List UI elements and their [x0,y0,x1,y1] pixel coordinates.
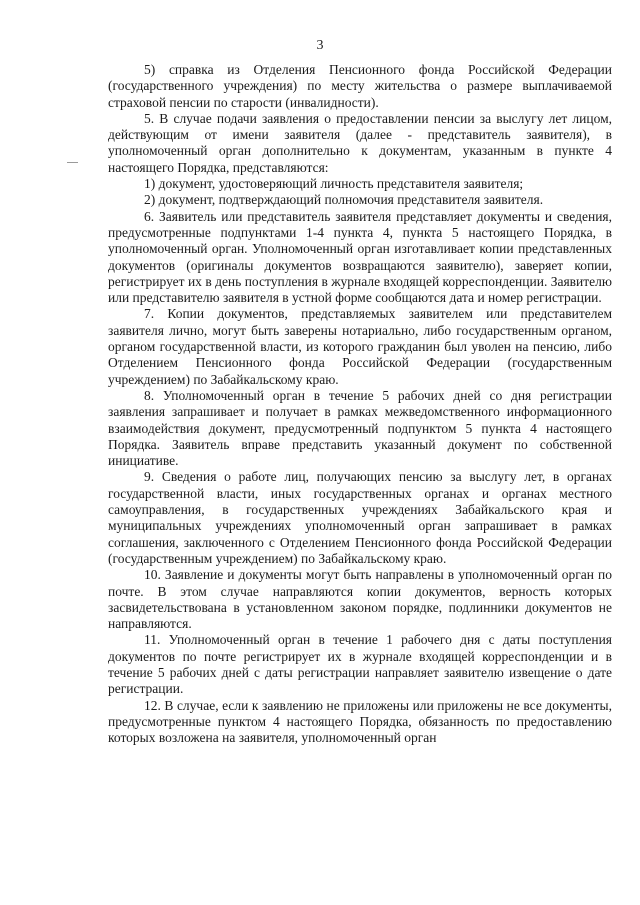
paragraph-8: 8. Уполномоченный орган в течение 5 рабочих дней со дня регистрации заявления запрашивает и получает в рамках межведомственного информационного взаимодействия документ, предусмотренный подпунктом 5 пункта 4 настоящего Порядка. Заявитель вправе представить указанный документ по собственной инициативе. [108,387,612,469]
page-number: 3 [316,38,324,53]
paragraph-6: 6. Заявитель или представитель заявителя представляет документы и сведения, предусмотренные подпунктами 1-4 пункта 4, пункта 5 настоящего Порядка, в уполномоченный орган. Уполномоченный орган изготавливает копии представленных документов (оригиналы документов возвращаются заявителю), заверяет копии, регистрирует их в день поступления в журнале входящей корреспонденции. Заявителю или представителю заявителя в устной форме сообщаются дата и номер регистрации. [108,208,612,306]
paragraph-12: 12. В случае, если к заявлению не приложены или приложены не все документы, предусмотренные пунктом 4 настоящего Порядка, обязанность по предоставлению которых возложена на заявителя, уполномоченный орган [108,697,612,746]
document-body [108,62,612,746]
paragraph-5-sub-2: 2) документ, подтверждающий полномочия представителя заявителя. [144,192,544,208]
margin-mark [67,162,78,163]
paragraph-9: 9. Сведения о работе лиц, получающих пенсию за выслугу лет, в органах государственной власти, иных государственных органах и органах местного самоуправления, в государственных учреждениях Забайкальского края и муниципальных учреждениях уполномоченный орган запрашивает в рамках соглашения, заключенного с Отделением Пенсионного фонда Российской Федерации (государственным учреждением) по Забайкальскому краю. [108,469,612,566]
paragraph-5: 5. В случае подачи заявления о предоставлении пенсии за выслугу лет лицом, действующим от имени заявителя (далее - представитель заявителя), в уполномоченный орган дополнительно к документам, указанным в пункте 4 настоящего Порядка, представляются: [108,110,612,175]
paragraph-10: 10. Заявление и документы могут быть направлены в уполномоченный орган по почте. В этом случае направляются копии документов, верность которых засвидетельствована в установленном законом порядке, подлинники документов не направляются. [108,567,612,632]
paragraph-sub-5: 5) справка из Отделения Пенсионного фонда Российской Федерации (государственного учреждения) по месту жительства о размере выплачиваемой страховой пенсии по старости (инвалидности). [108,62,612,110]
paragraph-11: 11. Уполномоченный орган в течение 1 рабочего дня с даты поступления документов по почте регистрирует их в журнале входящей корреспонденции и в течение 5 рабочих дней с даты регистрации направляет заявителю извещение о дате регистрации. [108,632,612,697]
paragraph-7: 7. Копии документов, представляемых заявителем или представителем заявителя лично, могут быть заверены нотариально, либо государственным органом, органом государственной власти, из которого гражданин был уволен на пенсию, либо Отделением Пенсионного фонда Российской Федерации (государственным учреждением) по Забайкальскому краю. [108,306,612,387]
paragraph-5-sub-1: 1) документ, удостоверяющий личность представителя заявителя; [144,176,524,192]
